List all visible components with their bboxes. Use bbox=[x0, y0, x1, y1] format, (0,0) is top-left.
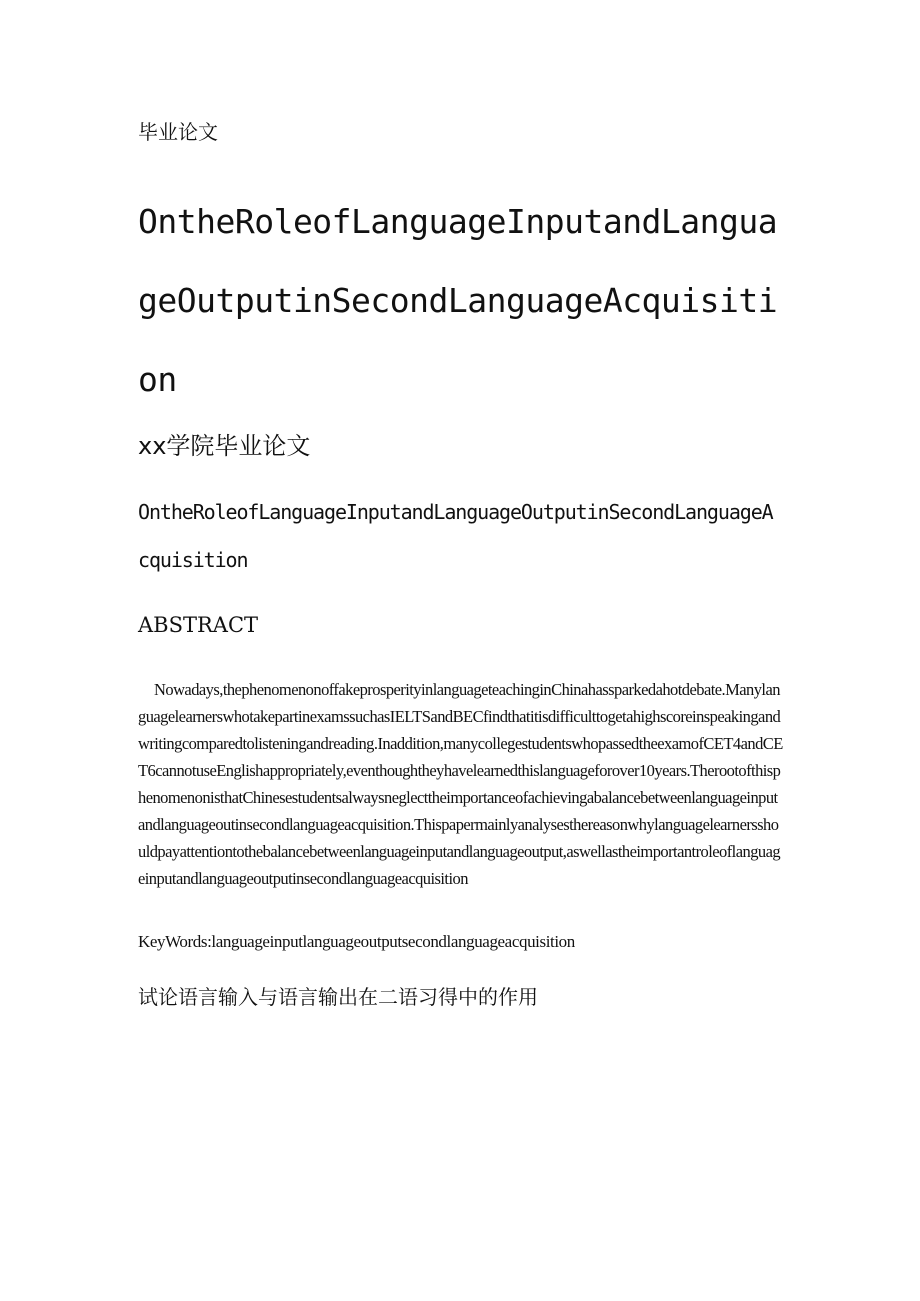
school-thesis-heading: xx学院毕业论文 bbox=[138, 432, 311, 460]
thesis-subtitle: OntheRoleofLanguageInputandLanguageOutputinSecondLanguageAcquisition bbox=[138, 500, 773, 572]
chinese-title: 试论语言输入与语言输出在二语习得中的作用 bbox=[138, 985, 538, 1009]
keywords-line: KeyWords:languageinputlanguageoutputsecondlanguageacquisition bbox=[138, 932, 575, 951]
abstract-body: Nowadays,thephenomenonoffakeprosperityinlanguageteachinginChinahassparkedahotdebate.ManylanguagelearnerswhotakepartinexamssuchasIELTSandBECfindthatitisdifficulttogetahighscoreinspeakingandwritingcomparedtolisteningandreading.Inaddition,manycollegestudentswhopassedtheexamofCET4andCET6cannotuseEnglishappropriately,eventhoughtheyhavelearnedthislanguageforover10years.TherootofthisphenomenonisthatChinesestudentsalwaysneglecttheimportanceofachievingabalancebetweenlanguageinputandlanguageoutinsecondlanguageacquisition.Thispapermainlyanalysesthereasonwhylanguagelearnersshouldpayattentiontothebalancebetweenlanguageinputandlanguageoutput,aswellastheimportantroleoflanguageinputandlanguageoutputinsecondlanguageacquisition bbox=[138, 680, 783, 888]
abstract-heading: ABSTRACT bbox=[138, 613, 259, 637]
thesis-label: 毕业论文 bbox=[138, 120, 218, 144]
thesis-title: OntheRoleofLanguageInputandLanguageOutputinSecondLanguageAcquisition bbox=[138, 202, 778, 399]
